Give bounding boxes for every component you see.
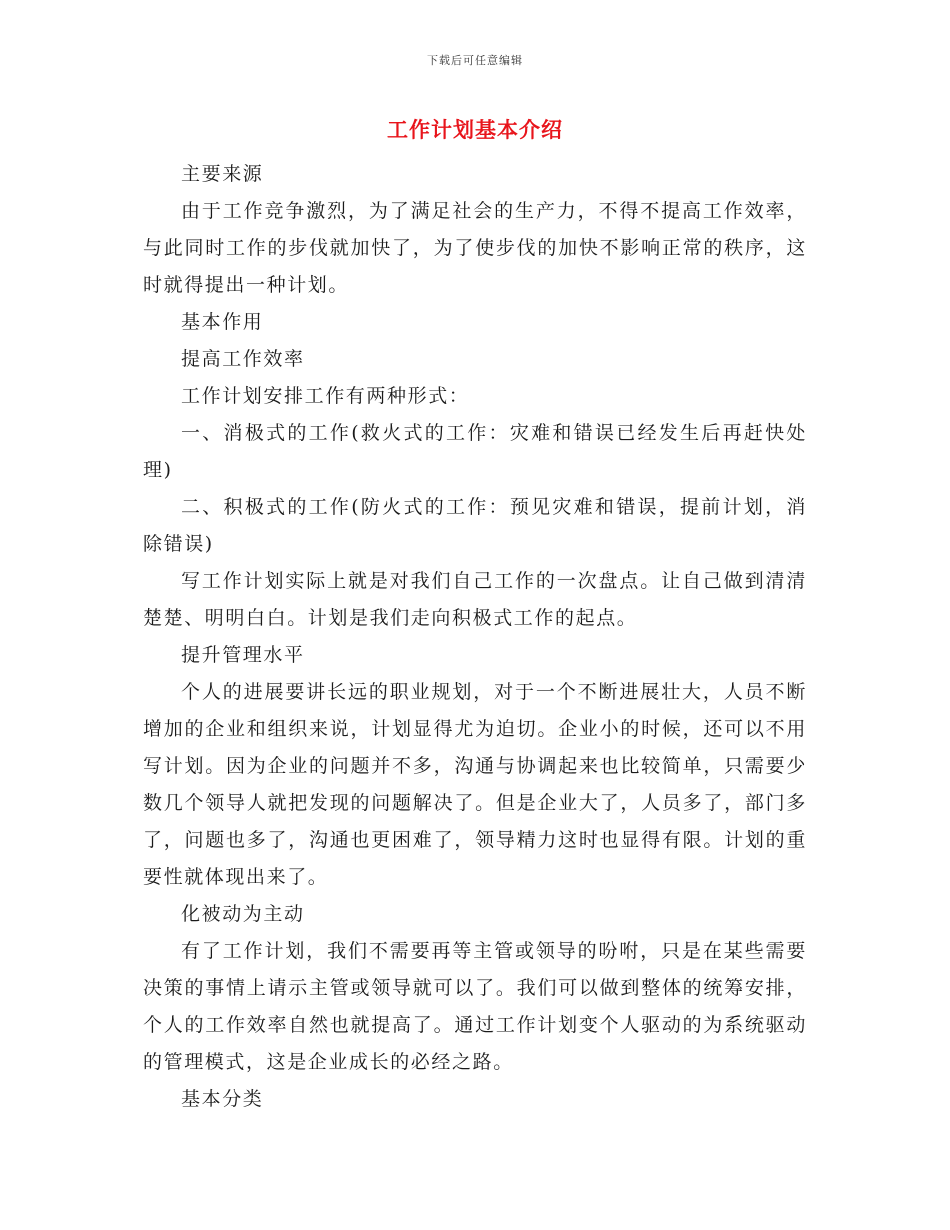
paragraph-two-forms: 工作计划安排工作有两种形式： — [181, 385, 470, 407]
page-header: 下载后可任意编辑 — [427, 54, 523, 67]
subheading-efficiency: 提高工作效率 — [181, 348, 305, 370]
subheading-proactive: 化被动为主动 — [181, 903, 305, 925]
paragraph-proactive: 有了工作计划，我们不需要再等主管或领导的吩咐，只是在某些需要决策的事情上请示主管或领导就可以了。我们可以做到整体的统筹安排，个人的工作效率自然也就提高了。通过工作计划变个人驱动的为系统驱动的管理模式，这是企业成长的必经之路。 — [143, 940, 807, 1073]
document-body — [143, 156, 807, 1118]
list-item-passive: 一、消极式的工作(救火式的工作：灾难和错误已经发生后再赶快处理) — [143, 422, 807, 481]
paragraph-inventory: 写工作计划实际上就是对我们自己工作的一次盘点。让自己做到清清楚楚、明明白白。计划是我们走向积极式工作的起点。 — [143, 570, 807, 629]
section-heading-classification: 基本分类 — [181, 1088, 264, 1110]
paragraph-management: 个人的进展要讲长远的职业规划，对于一个不断进展壮大，人员不断增加的企业和组织来说，计划显得尤为迫切。企业小的时候，还可以不用写计划。因为企业的问题并不多，沟通与协调起来也比较简单，只需要少数几个领导人就把发现的问题解决了。但是企业大了，人员多了，部门多了，问题也多了，沟通也更困难了，领导精力这时也显得有限。计划的重要性就体现出来了。 — [143, 681, 807, 888]
section-heading-source: 主要来源 — [181, 163, 264, 185]
section-heading-function: 基本作用 — [181, 311, 264, 333]
paragraph-source: 由于工作竞争激烈，为了满足社会的生产力，不得不提高工作效率，与此同时工作的步伐就加快了，为了使步伐的加快不影响正常的秩序，这时就得提出一种计划。 — [143, 200, 807, 296]
document-title: 工作计划基本介绍 — [387, 117, 563, 142]
subheading-management: 提升管理水平 — [181, 644, 305, 666]
list-item-active: 二、积极式的工作(防火式的工作：预见灾难和错误，提前计划，消除错误) — [143, 496, 807, 555]
